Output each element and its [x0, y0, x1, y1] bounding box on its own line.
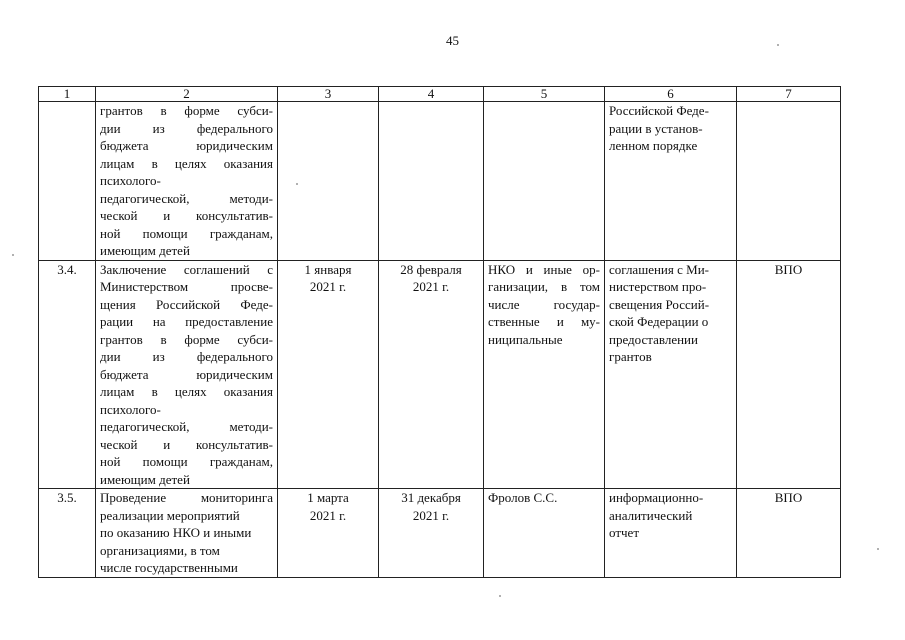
cell-line: педагогической, методи-: [100, 419, 273, 434]
column-header: 6: [605, 87, 737, 102]
column-header: 4: [379, 87, 484, 102]
end-date-cell: [379, 489, 484, 578]
scan-speck: [777, 44, 779, 46]
cell-line: ческой и консультатив-: [100, 436, 273, 452]
result-cell: [605, 102, 737, 261]
plan-table-body: [39, 102, 841, 578]
column-header: 1: [39, 87, 96, 102]
cell-line: ленном порядке: [609, 138, 698, 153]
item-number-cell: [39, 102, 96, 261]
cell-line: бюджета юридическим: [100, 138, 273, 153]
cell-line: Фролов С.С.: [488, 490, 558, 505]
cell-line: имеющим детей: [100, 243, 190, 258]
cell-line: реализации мероприятий: [100, 507, 240, 523]
control-cell: [737, 102, 841, 261]
cell-line: 31 декабря: [401, 490, 461, 505]
cell-line: бюджета юридическим: [100, 366, 273, 382]
cell-line: 2021 г.: [412, 279, 450, 294]
cell-line: ческой и консультатив-: [100, 208, 273, 223]
cell-line: щения Российской Феде-: [100, 296, 273, 312]
cell-line: по оказанию НКО и иными: [100, 525, 252, 540]
cell-line: 1 января: [304, 261, 352, 277]
result-cell: [605, 260, 737, 489]
cell-line: Проведение мониторинга: [100, 490, 273, 505]
column-header: 7: [737, 87, 841, 102]
result-cell: [605, 489, 737, 578]
cell-line: лицам в целях оказания: [100, 384, 273, 399]
cell-line: ной помощи гражданам,: [100, 454, 273, 469]
cell-line: ственные и му-: [488, 314, 600, 329]
cell-line: имеющим детей: [100, 471, 190, 487]
table-row: [39, 489, 841, 578]
cell-line: свещения Россий-: [609, 296, 710, 312]
cell-line: отчет: [609, 525, 639, 540]
header-row: [39, 87, 841, 102]
scan-speck: [12, 254, 14, 256]
cell-line: Заключение соглашений с: [100, 261, 273, 277]
column-header: 5: [484, 87, 605, 102]
page-number: 45: [446, 33, 459, 48]
cell-line: 2021 г.: [309, 279, 347, 294]
plan-table: [38, 86, 841, 578]
cell-line: соглашения с Ми-: [609, 261, 709, 277]
column-header: 3: [278, 87, 379, 102]
cell-line: психолого-: [100, 401, 161, 417]
end-date-cell: [379, 260, 484, 489]
responsible-cell: [484, 489, 605, 578]
column-header: 2: [96, 87, 278, 102]
start-date-cell: [278, 489, 379, 578]
start-date-cell: [278, 260, 379, 489]
cell-line: дии из федерального: [100, 120, 273, 136]
cell-line: рации в установ-: [609, 120, 703, 136]
cell-line: Российской Феде-: [609, 103, 709, 118]
start-date-cell: [278, 102, 379, 261]
cell-line: Министерством просве-: [100, 279, 273, 294]
table-row: [39, 102, 841, 261]
scan-speck: [296, 183, 298, 185]
control-cell: ВПО: [737, 489, 841, 578]
cell-line: рации на предоставление: [100, 314, 273, 329]
cell-line: числе государственными: [100, 560, 238, 575]
item-number-cell: 3.4.: [39, 260, 96, 489]
cell-line: нистерством про-: [609, 279, 707, 294]
item-name-cell: [96, 260, 278, 489]
cell-line: ской Федерации о: [609, 314, 709, 329]
cell-line: грантов в форме субси-: [100, 331, 273, 347]
cell-line: НКО и иные ор-: [488, 261, 600, 277]
responsible-cell: [484, 102, 605, 261]
cell-line: грантов: [609, 349, 652, 364]
cell-line: ганизации, в том: [488, 279, 600, 294]
cell-line: 2021 г.: [309, 507, 347, 523]
item-name-cell: [96, 102, 278, 261]
cell-line: числе государ-: [488, 296, 600, 312]
cell-line: ниципальные: [488, 331, 563, 347]
cell-line: грантов в форме субси-: [100, 103, 273, 118]
cell-line: лицам в целях оказания: [100, 155, 273, 171]
cell-line: 1 марта: [307, 490, 349, 505]
end-date-cell: [379, 102, 484, 261]
scan-speck: [877, 548, 879, 550]
cell-line: 28 февраля: [400, 261, 462, 277]
table-row: [39, 260, 841, 489]
cell-line: педагогической, методи-: [100, 190, 273, 206]
cell-line: предоставлении: [609, 331, 698, 347]
cell-line: дии из федерального: [100, 349, 273, 364]
control-cell: ВПО: [737, 260, 841, 489]
cell-line: организациями, в том: [100, 542, 220, 558]
cell-line: 2021 г.: [412, 507, 450, 523]
item-name-cell: [96, 489, 278, 578]
cell-line: аналитический: [609, 507, 693, 523]
cell-line: информационно-: [609, 490, 704, 505]
item-number-cell: 3.5.: [39, 489, 96, 578]
cell-line: ной помощи гражданам,: [100, 225, 273, 241]
responsible-cell: [484, 260, 605, 489]
cell-line: психолого-: [100, 173, 161, 188]
scan-speck: [499, 595, 501, 597]
